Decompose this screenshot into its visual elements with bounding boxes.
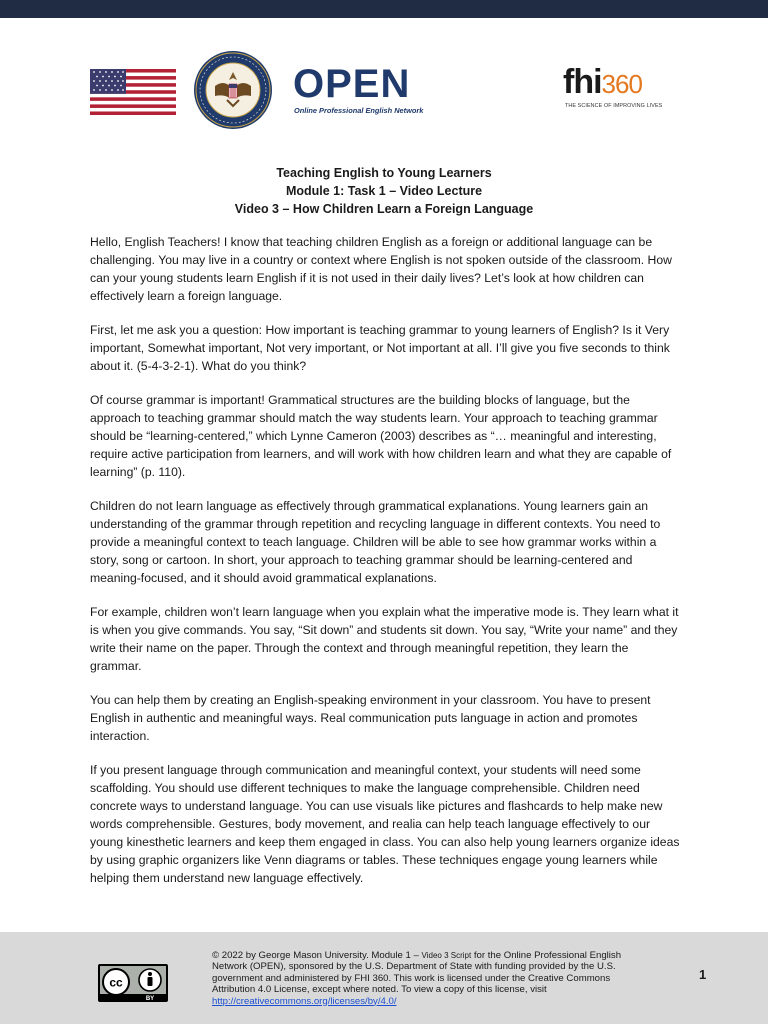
fhi360-wordmark: fhi360 (563, 63, 642, 101)
paragraph: Hello, English Teachers! I know that teaching children English as a foreign or additional language can be challenging. You may live in a country or context where English is not spoken outside of the classroom. How can your young students learn English if it is not used in their daily lives? Let’s look at how children can effectively learn a foreign language. (90, 235, 672, 303)
footer (0, 932, 768, 1024)
creative-commons-by-icon (98, 964, 168, 1002)
title-line-module: Module 1: Task 1 – Video Lecture (285, 184, 483, 198)
open-logo-wordmark: OPEN (293, 62, 411, 106)
department-of-state-seal-icon (193, 50, 273, 130)
svg-text:cc: cc (109, 975, 123, 990)
fhi360-tagline: THE SCIENCE OF IMPROVING LIVES (565, 103, 663, 109)
page-number: 1 (699, 967, 707, 982)
title-line-course: Teaching English to Young Learners (276, 166, 492, 180)
fhi360-logo (563, 62, 663, 118)
top-banner (0, 0, 768, 18)
logo-header (0, 40, 768, 140)
paragraph: Children do not learn language as effectively through grammatical explanations. Young learners gain an understanding of the grammar through repetition and recycling language in different contexts. You need to provide a meaningful context to teach language. Children will be able to see how grammar works within a story, song or cartoon. In short, your approach to teaching grammar should be learning-centered and meaning-focused, and it should avoid grammatical explanations. (90, 499, 661, 585)
paragraph: First, let me ask you a question: How important is teaching grammar to young learners of English? Is it Very important, Somewhat important, Not very important, or Not important at all. I’ll give you five seconds to think about it. (5-4-3-2-1). What do you think? (90, 323, 670, 373)
license-text: © 2022 by George Mason University. Module 1 – Video 3 Script for the Online Professional English Network (OPEN), sponsored by the U.S. Department of State with funding provided by the U.S. government and administered by FHI 360. This work is licensed under the Creative Commons Attribution 4.0 License, except where noted. To view a copy of this license, visit http://creativecommons.org/licenses/by/4.0/ (212, 950, 622, 1007)
paragraph: For example, children won’t learn language when you explain what the imperative mode is. They learn what it is when you give commands. You say, “Sit down” and students sit down. You say, “Write your name” and they write their name on the paper. Through the context and through meaningful repetition, they learn the grammar. (90, 605, 679, 673)
transcript-body (90, 233, 680, 903)
license-link[interactable]: http://creativecommons.org/licenses/by/4.0/ (212, 995, 397, 1007)
paragraph: Of course grammar is important! Grammatical structures are the building blocks of language, but the approach to teaching grammar should match the way students learn. Your approach to teaching grammar should be “learning-centered,” which Lynne Cameron (2003) describes as “… meaningful and interesting, require active participation from learners, and will work with how children learn and what they are capable of learning” (p. 110). (90, 393, 672, 479)
open-logo (293, 64, 433, 124)
document-title (0, 164, 768, 218)
title-line-video: Video 3 – How Children Learn a Foreign Language (234, 202, 534, 216)
paragraph: If you present language through communication and meaningful context, your students will need some scaffolding. You should use different techniques to make the language comprehensible. Children need concrete ways to understand language. You can use visuals like pictures and flashcards to help make new words comprehensible. Gestures, body movement, and realia can help teach language effectively to our young kinesthetic learners and keep them engaged in class. You can also help young learners organize ideas by using graphic organizers like Venn diagrams or tables. These techniques engage young learners while helping them understand new language effectively. (90, 763, 680, 885)
us-flag-icon (90, 69, 176, 115)
open-logo-subtitle: Online Professional English Network (294, 106, 424, 115)
cc-by-label: BY (145, 996, 155, 1002)
paragraph: You can help them by creating an English-speaking environment in your classroom. You have to present English in authentic and meaningful ways. Real communication puts language in action and promotes interaction. (90, 693, 651, 743)
